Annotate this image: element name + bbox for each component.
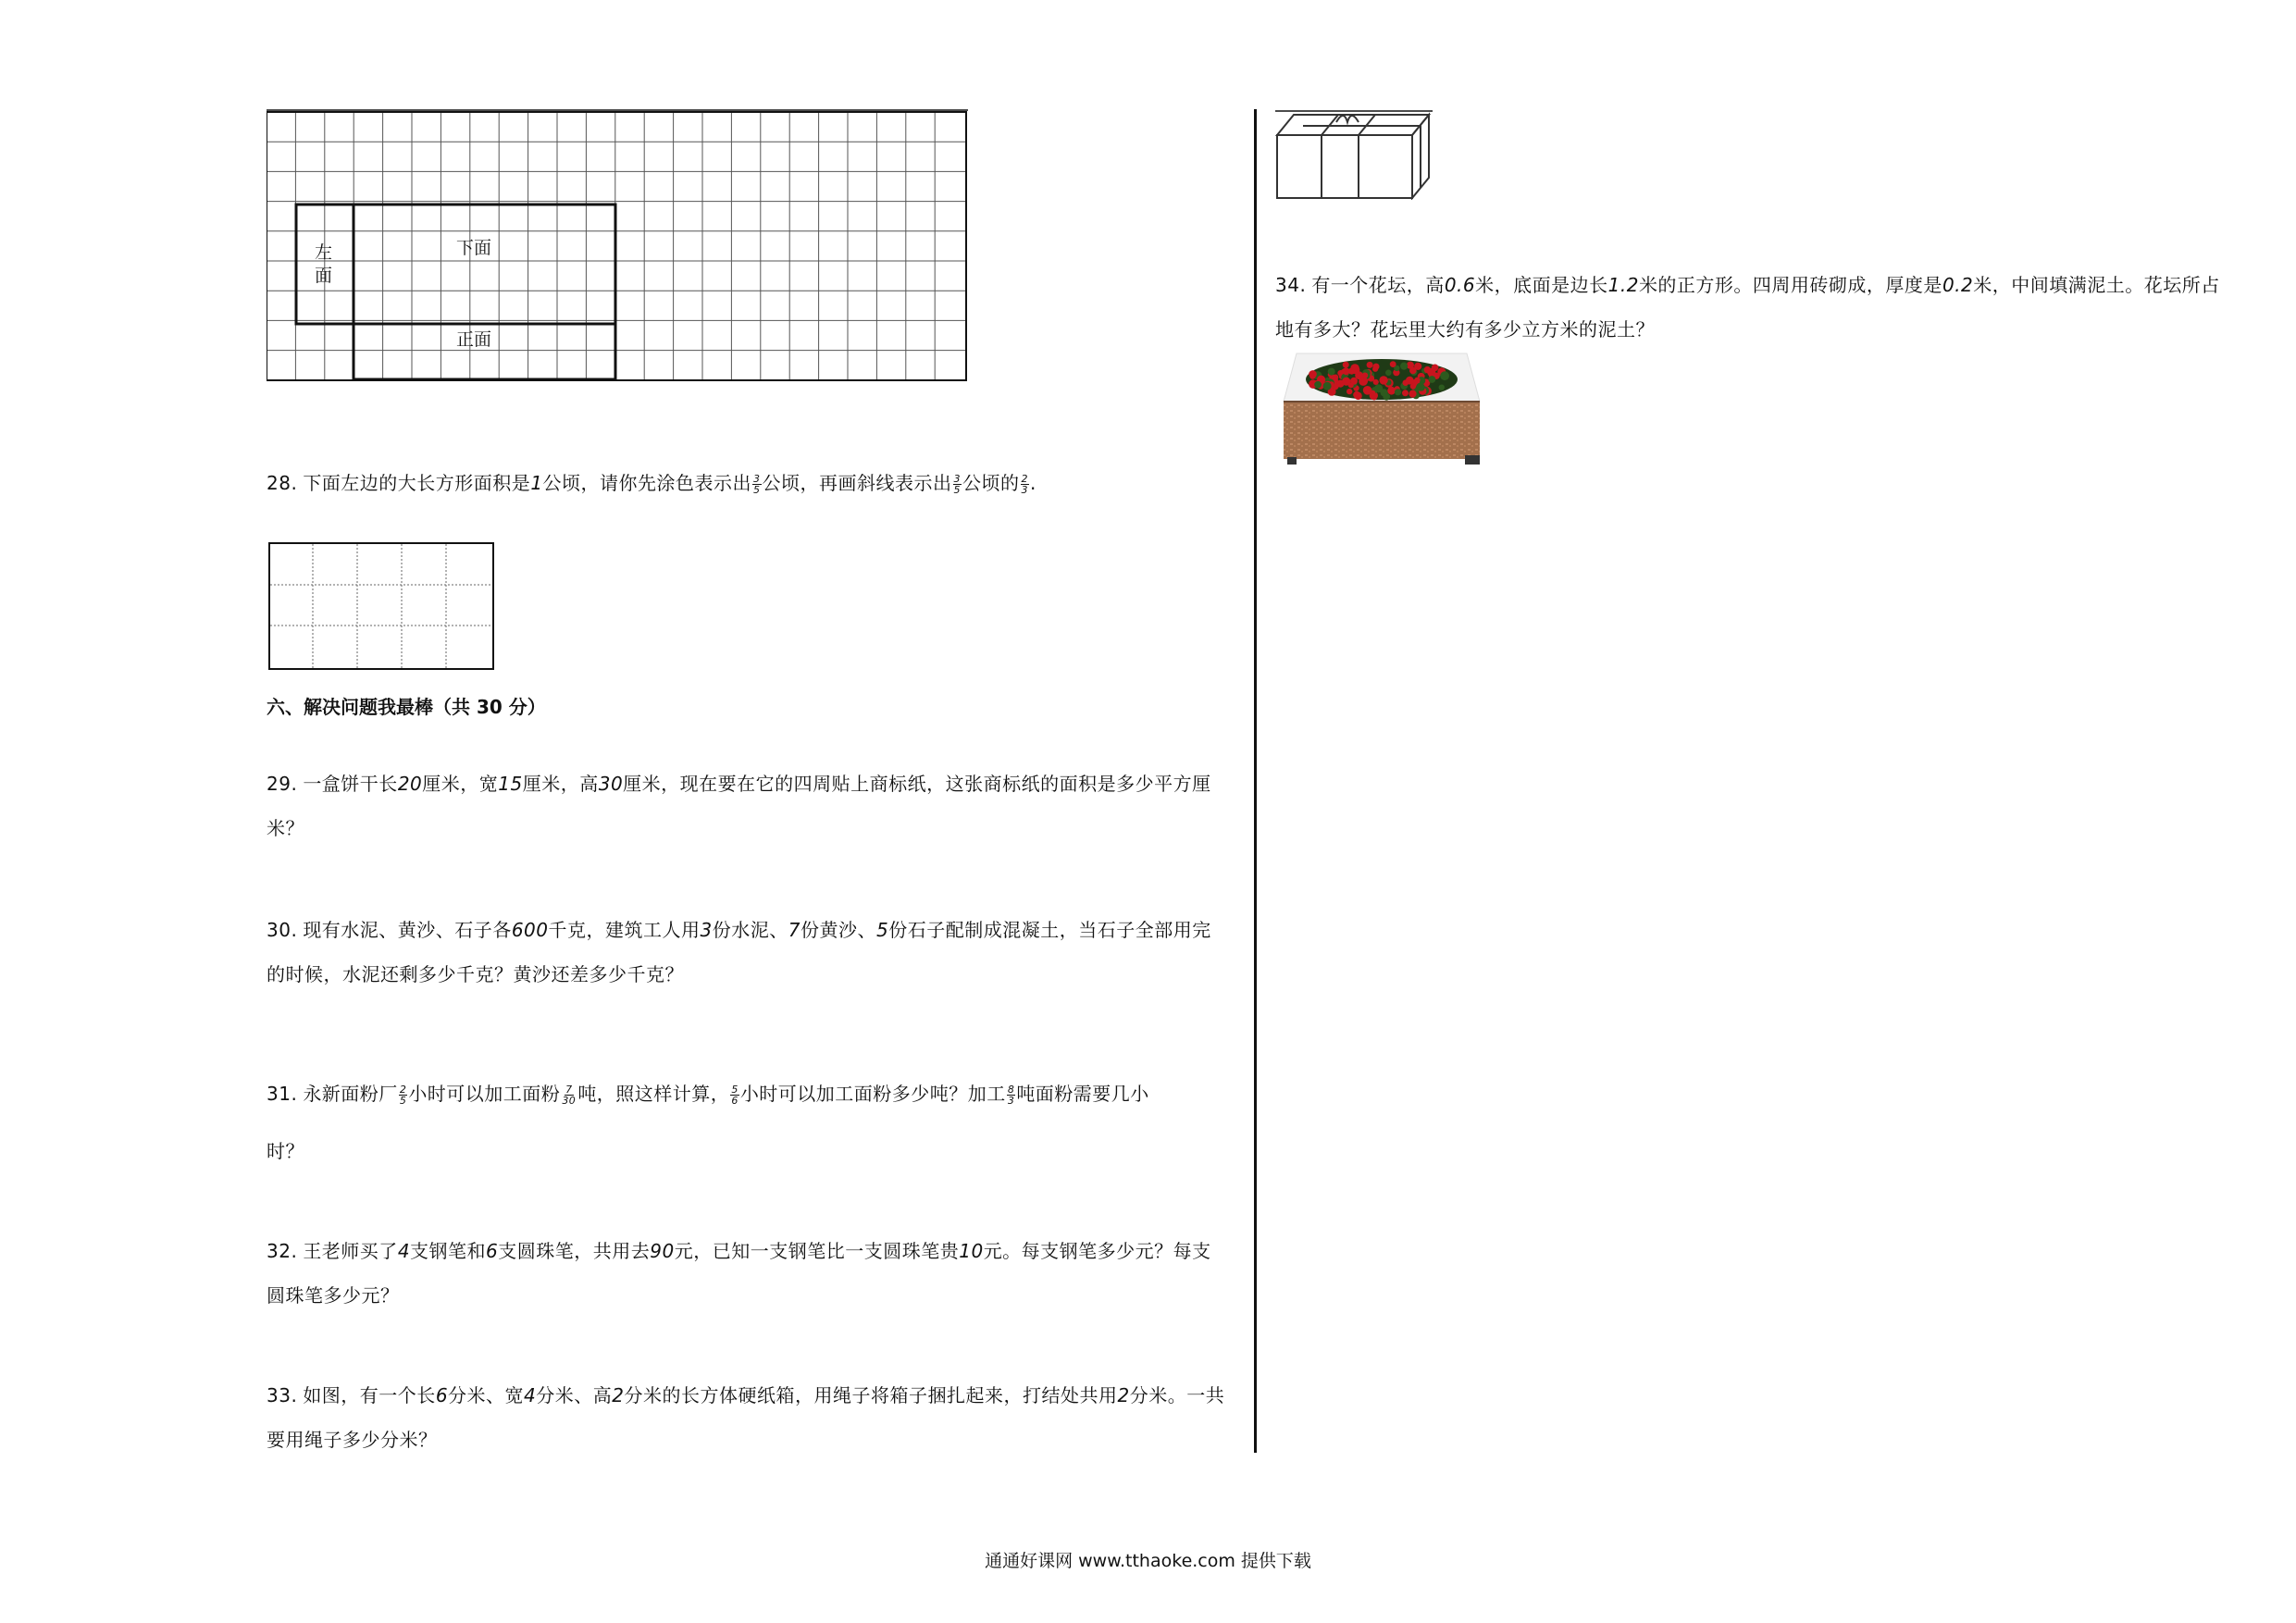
front-view-label: 正面 <box>456 329 492 350</box>
q30-v3: 7 <box>788 919 800 941</box>
q28-fraction-1 <box>752 474 762 495</box>
q30-v2: 3 <box>700 919 713 941</box>
grid-svg <box>267 109 968 383</box>
q34-v1: 0.6 <box>1444 274 1476 296</box>
q32-t5: 元。每支钢笔多少元？每支圆珠笔多少元？ <box>267 1240 1211 1307</box>
flower-bed-picture <box>1282 348 1482 466</box>
q33-v4: 2 <box>1117 1384 1130 1406</box>
frac-numerator: 2 <box>399 1084 407 1096</box>
frac-numerator: 7 <box>565 1084 573 1096</box>
q31-t5: 吨面粉需要几小 <box>1016 1083 1149 1105</box>
q32-t4: 元，已知一支钢笔比一支圆珠笔贵 <box>674 1240 960 1262</box>
q31-number: 31. <box>267 1083 298 1105</box>
q30-v4: 5 <box>875 919 889 941</box>
q28-text-b: 公顷，请你先涂色表示出 <box>542 472 752 494</box>
frac-denominator: 3 <box>1021 484 1029 496</box>
q34-t3: 米的正方形。四周用砖砌成，厚度是 <box>1638 274 1942 296</box>
q30-number: 30. <box>267 919 298 941</box>
q30-t2: 千克，建筑工人用 <box>548 919 701 941</box>
left-view-label-2: 面 <box>315 266 333 286</box>
q33-t1: 如图，有一个长 <box>303 1384 436 1406</box>
q28-text-c: 公顷，再画斜线表示出 <box>762 472 952 494</box>
q31-t6: 时？ <box>267 1140 304 1162</box>
q33-v2: 4 <box>524 1384 537 1406</box>
bottom-view-label: 下面 <box>456 238 492 258</box>
q28-text-d: 公顷的 <box>962 472 1020 494</box>
q30-t5: 份石子配制成混凝土，当石子全部用完的时候，水泥还剩多少千克？黄沙还差多少千克？ <box>267 919 1211 985</box>
three-view-grid-figure <box>267 109 968 383</box>
q34-v2: 1.2 <box>1607 274 1639 296</box>
frac-numerator: 3 <box>953 473 962 485</box>
q28-fraction-2 <box>953 474 962 495</box>
q32-t2: 支钢笔和 <box>410 1240 487 1262</box>
q28-text-e: . <box>1030 472 1036 494</box>
q29-number: 29. <box>267 773 298 795</box>
hectare-rectangle-figure <box>268 542 494 670</box>
tied-box-svg <box>1275 109 1433 200</box>
frac-denominator: 5 <box>753 484 761 496</box>
q33-t5: 分米。一共要用绳子多少分米？ <box>267 1384 1225 1451</box>
column-divider <box>1254 109 1257 1453</box>
question-31 <box>267 1065 1229 1180</box>
q32-t1: 王老师买了 <box>303 1240 398 1262</box>
q30-t1: 现有水泥、黄沙、石子各 <box>303 919 512 941</box>
q33-v3: 2 <box>612 1384 625 1406</box>
q29-v1: 20 <box>397 773 423 795</box>
q31-t2: 小时可以加工面粉 <box>408 1083 561 1105</box>
q34-t2: 米，底面是边长 <box>1475 274 1608 296</box>
tied-box-figure <box>1275 109 1433 200</box>
q30-t3: 份水泥、 <box>712 919 788 941</box>
q34-t4: 米，中间填满泥土。花坛所占地有多大？花坛里大约有多少立方米的泥土？ <box>1275 274 2220 341</box>
q28-fraction-3 <box>1021 474 1030 495</box>
q32-v1: 4 <box>397 1240 411 1262</box>
frac-denominator: 5 <box>399 1095 407 1107</box>
q33-v1: 6 <box>435 1384 449 1406</box>
footer-credit: 通通好课网 www.tthaoke.com 提供下载 <box>985 1551 1311 1571</box>
hectare-rectangle-svg <box>268 542 494 670</box>
q31-t1: 永新面粉厂 <box>303 1083 398 1105</box>
q29-v3: 30 <box>598 773 624 795</box>
q29-t2: 厘米，宽 <box>422 773 499 795</box>
q29-t3: 厘米，高 <box>522 773 599 795</box>
q34-number: 34. <box>1275 274 1307 296</box>
q31-t4: 小时可以加工面粉多少吨？加工 <box>739 1083 1006 1105</box>
frac-numerator: 2 <box>1021 473 1029 485</box>
q31-fraction-4 <box>1007 1084 1016 1106</box>
q32-v4: 10 <box>959 1240 984 1262</box>
q31-fraction-3 <box>730 1084 739 1106</box>
q32-t3: 支圆珠笔，共用去 <box>498 1240 651 1262</box>
q32-v2: 6 <box>486 1240 499 1262</box>
q31-fraction-1 <box>399 1084 408 1106</box>
q33-number: 33. <box>267 1384 298 1406</box>
question-29 <box>267 762 1229 850</box>
question-33 <box>267 1373 1229 1462</box>
question-28 <box>267 461 1036 505</box>
q34-t1: 有一个花坛，高 <box>1311 274 1445 296</box>
frac-denominator: 6 <box>731 1095 738 1107</box>
bottom-view-rect <box>354 204 615 324</box>
question-30 <box>267 908 1229 997</box>
q31-fraction-2 <box>561 1084 577 1106</box>
q32-number: 32. <box>267 1240 298 1262</box>
q30-t4: 份黄沙、 <box>800 919 876 941</box>
left-view-label-1: 左 <box>315 242 333 263</box>
frac-numerator: 3 <box>753 473 761 485</box>
q28-text-a: 下面左边的大长方形面积是 <box>303 472 531 494</box>
q31-t3: 吨，照这样计算， <box>577 1083 730 1105</box>
frac-denominator: 3 <box>1007 1095 1015 1107</box>
question-34 <box>1275 263 2228 352</box>
frac-denominator: 5 <box>953 484 962 496</box>
question-32 <box>267 1229 1229 1318</box>
q29-t4: 厘米，现在要在它的四周贴上商标纸，这张商标纸的面积是多少平方厘米？ <box>267 773 1211 839</box>
q30-v1: 600 <box>511 919 549 941</box>
q29-t1: 一盒饼干长 <box>303 773 398 795</box>
q32-v3: 90 <box>650 1240 675 1262</box>
frac-numerator: 8 <box>1007 1084 1015 1096</box>
q33-t2: 分米、宽 <box>448 1384 525 1406</box>
q28-number: 28. <box>267 472 298 494</box>
q28-value-1: 1 <box>530 472 543 494</box>
q34-v3: 0.2 <box>1942 274 1974 296</box>
flower-bed-svg <box>1282 348 1482 466</box>
q33-t3: 分米、高 <box>536 1384 613 1406</box>
frac-denominator: 30 <box>562 1095 577 1107</box>
q33-t4: 分米的长方体硬纸箱，用绳子将箱子捆扎起来，打结处共用 <box>624 1384 1118 1406</box>
frac-numerator: 5 <box>731 1084 738 1096</box>
q29-v2: 15 <box>498 773 523 795</box>
section-6-heading: 六、解决问题我最棒（共 30 分） <box>267 696 546 718</box>
